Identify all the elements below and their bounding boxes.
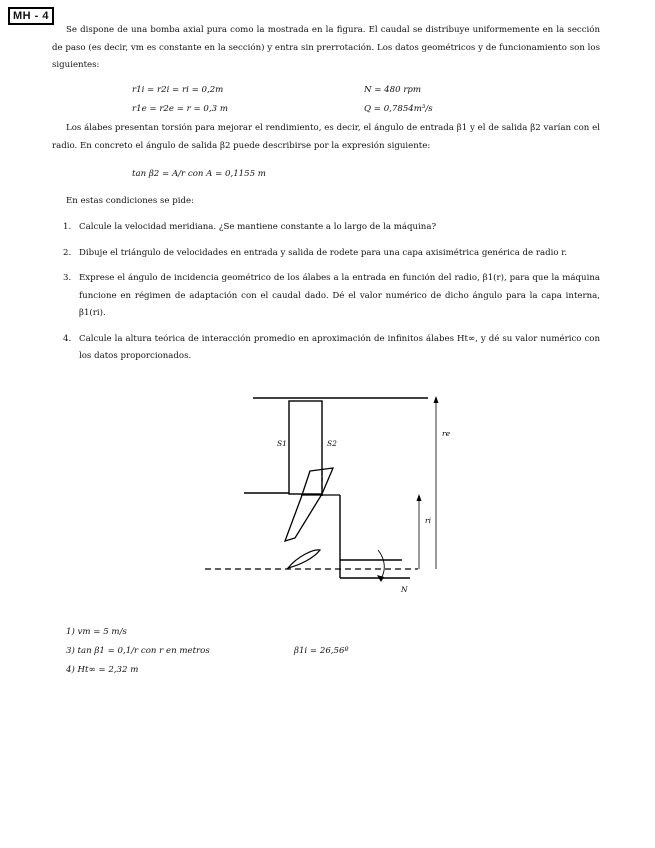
- answer-3: 3) tan β1 = 0,1/r con r en metros: [66, 646, 210, 656]
- torsion-paragraph: Los álabes presentan torsión para mejorar el rendimiento, es decir, el ángulo de entrada β1 y el de salida β2 varían con el radio. En concreto el ángulo de salida β2 puede describirse por la expresión siguiente:: [52, 123, 600, 151]
- question-item: [63, 245, 600, 263]
- label-n: N: [401, 585, 408, 594]
- stator-blade: [289, 401, 322, 494]
- label-ri: ri: [425, 516, 431, 525]
- question-text: Calcule la altura teórica de interacción promedio en aproximación de infinitos álabes Ht∞, y dé su valor numérico con los datos proporcionados.: [79, 333, 600, 361]
- pump-figure: [0, 385, 655, 600]
- question-text: Calcule la velocidad meridiana. ¿Se mantiene constante a lo largo de la máquina?: [79, 222, 437, 232]
- data-r-inner: r1i = r2i = ri = 0,2m: [132, 85, 224, 95]
- intro-paragraph: Se dispone de una bomba axial pura como la mostrada en la figura. El caudal se distribuye uniformemente en la sección de paso (es decir, vm es constante en la sección) y entra sin prerrotación. Los datos geométricos y de funcionamiento son los siguientes:: [52, 25, 600, 70]
- label-s1: S1: [277, 439, 287, 448]
- label-s2: S2: [327, 439, 337, 448]
- data-speed: N = 480 rpm: [364, 85, 422, 95]
- request-line: En estas condiciones se pide:: [66, 196, 194, 206]
- guide-vane: [288, 550, 320, 568]
- question-number: 2.: [63, 247, 72, 258]
- question-text: Exprese el ángulo de incidencia geométrico de los álabes a la entrada en función del radio, β1(r), para que la máquina funcione en régimen de adaptación con el caudal dado. Dé el valor numérico de dicho ángulo para la capa interna, β1(ri).: [79, 273, 600, 318]
- problem-tag: MH - 4: [8, 7, 54, 25]
- answer-1: 1) vm = 5 m/s: [66, 627, 127, 637]
- answer-4: 4) Ht∞ = 2,32 m: [66, 665, 139, 675]
- question-number: 4.: [63, 333, 72, 344]
- question-text: Dibuje el triángulo de velocidades en entrada y salida de rodete para una capa axisimétrica genérica de radio r.: [79, 247, 568, 258]
- data-r-outer: r1e = r2e = r = 0,3 m: [132, 104, 228, 114]
- question-number: 3.: [63, 273, 72, 283]
- data-flow: Q = 0,7854m³/s: [364, 104, 433, 114]
- label-re: re: [442, 429, 451, 438]
- question-item: [63, 331, 600, 366]
- question-item: [63, 270, 600, 323]
- rotation-arrow: [378, 550, 384, 580]
- beta2-formula: tan β2 = A/r con A = 0,1155 m: [132, 169, 266, 179]
- question-list: [63, 219, 600, 374]
- answer-3b: β1i = 26,56º: [294, 646, 349, 656]
- question-number: 1.: [63, 222, 72, 232]
- rotor-blade: [285, 468, 333, 541]
- question-item: [63, 219, 600, 237]
